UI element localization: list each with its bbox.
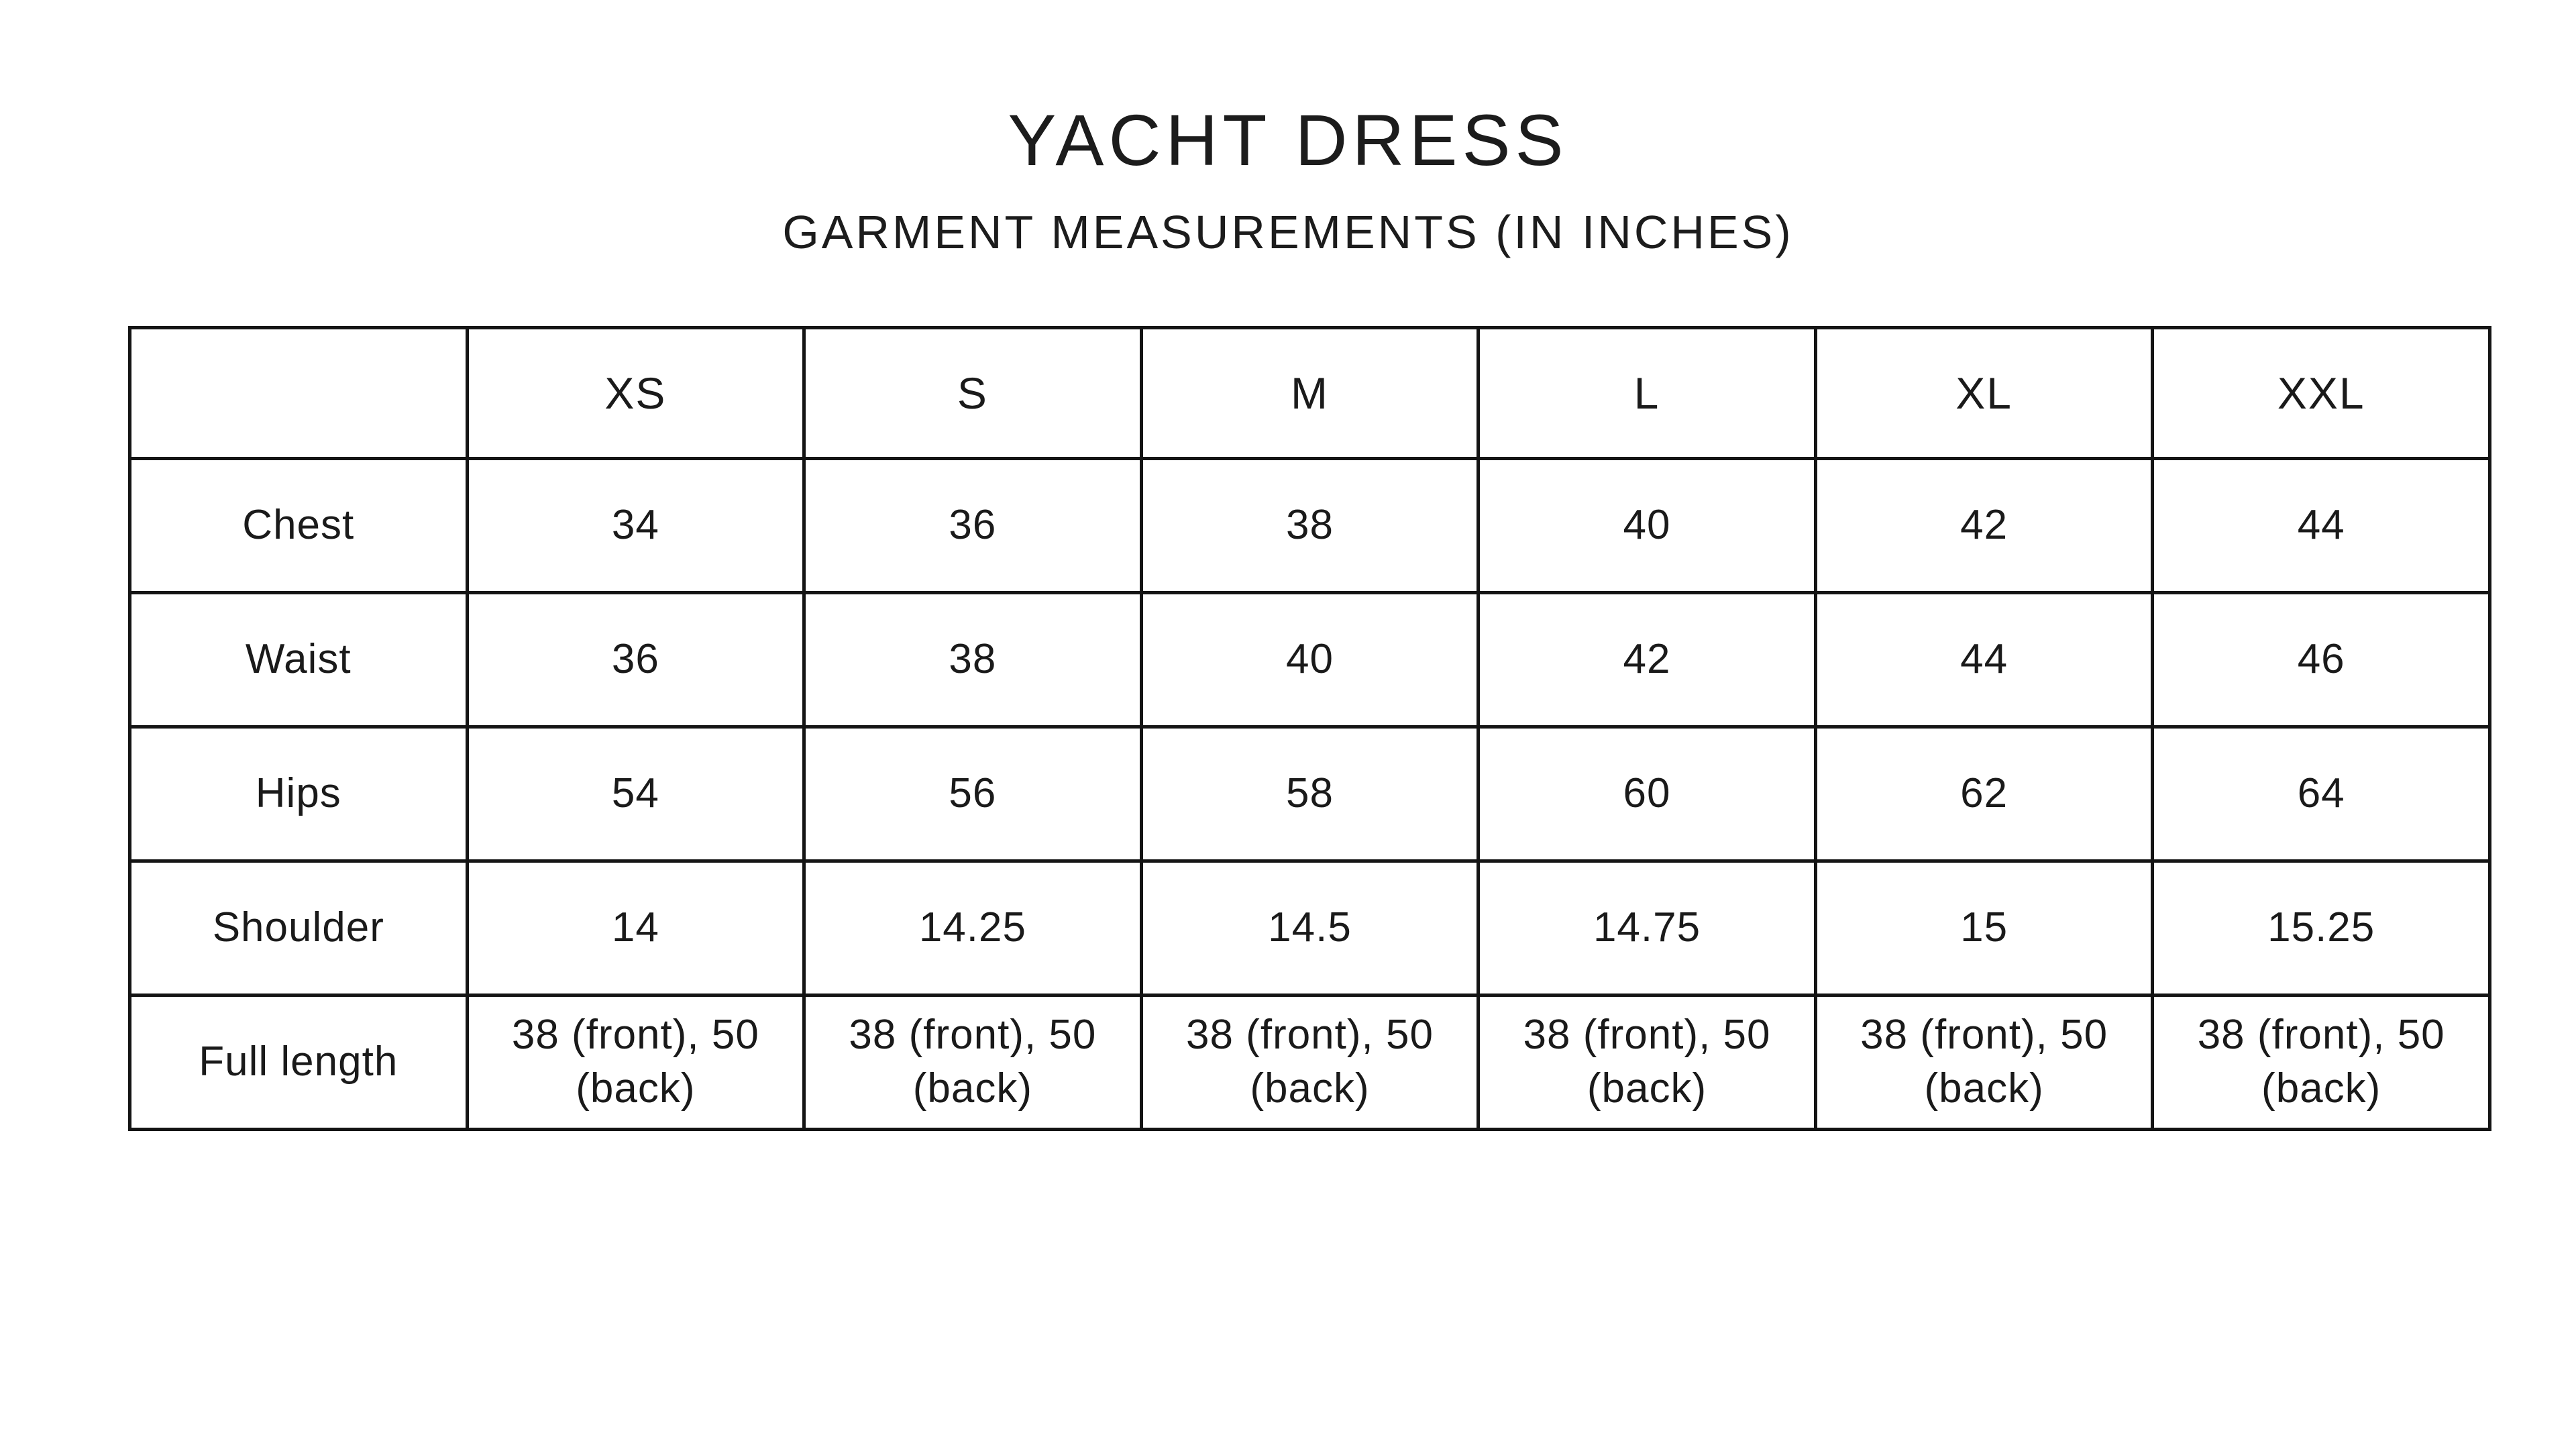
page-subtitle: GARMENT MEASUREMENTS (IN INCHES) (782, 205, 1794, 258)
size-chart-table (128, 326, 2491, 1131)
measurement-cell: 58 (1141, 727, 1479, 861)
table-row-waist (130, 592, 2490, 727)
measurement-cell: 36 (804, 458, 1142, 592)
measurement-cell: 54 (467, 727, 804, 861)
header-row (130, 327, 2490, 458)
measurement-cell: 14.75 (1479, 861, 1816, 995)
size-chart-header (130, 327, 2490, 458)
measurement-cell: 38 (front), 50 (back) (2153, 995, 2490, 1129)
header-cell-l: L (1479, 327, 1816, 458)
table-row-hips (130, 727, 2490, 861)
measurement-cell: 40 (1479, 458, 1816, 592)
measurement-cell: 38 (front), 50 (back) (1141, 995, 1479, 1129)
header-cell-blank (130, 327, 468, 458)
measurement-cell: 38 (front), 50 (back) (1815, 995, 2153, 1129)
row-label: Shoulder (130, 861, 468, 995)
header-cell-xl: XL (1815, 327, 2153, 458)
table-row-chest (130, 458, 2490, 592)
measurement-cell: 14.5 (1141, 861, 1479, 995)
table-row-full-length (130, 995, 2490, 1129)
measurement-cell: 15 (1815, 861, 2153, 995)
header-cell-xxl: XXL (2153, 327, 2490, 458)
header-cell-xs: XS (467, 327, 804, 458)
measurement-cell: 34 (467, 458, 804, 592)
measurement-cell: 40 (1141, 592, 1479, 727)
measurement-cell: 38 (804, 592, 1142, 727)
table-row-shoulder (130, 861, 2490, 995)
measurement-cell: 14 (467, 861, 804, 995)
measurement-cell: 64 (2153, 727, 2490, 861)
measurement-cell: 42 (1479, 592, 1816, 727)
row-label: Chest (130, 458, 468, 592)
row-label: Waist (130, 592, 468, 727)
measurement-cell: 44 (2153, 458, 2490, 592)
row-label: Full length (130, 995, 468, 1129)
measurement-cell: 38 (1141, 458, 1479, 592)
measurement-cell: 56 (804, 727, 1142, 861)
measurement-cell: 42 (1815, 458, 2153, 592)
page-title: YACHT DRESS (1008, 99, 1568, 180)
measurement-cell: 44 (1815, 592, 2153, 727)
size-chart-body (130, 458, 2490, 1129)
measurement-cell: 46 (2153, 592, 2490, 727)
measurement-cell: 38 (front), 50 (back) (1479, 995, 1816, 1129)
row-label: Hips (130, 727, 468, 861)
measurement-cell: 62 (1815, 727, 2153, 861)
measurement-cell: 14.25 (804, 861, 1142, 995)
measurement-cell: 15.25 (2153, 861, 2490, 995)
measurement-cell: 60 (1479, 727, 1816, 861)
header-cell-s: S (804, 327, 1142, 458)
measurement-cell: 36 (467, 592, 804, 727)
header-cell-m: M (1141, 327, 1479, 458)
measurement-cell: 38 (front), 50 (back) (467, 995, 804, 1129)
measurement-cell: 38 (front), 50 (back) (804, 995, 1142, 1129)
